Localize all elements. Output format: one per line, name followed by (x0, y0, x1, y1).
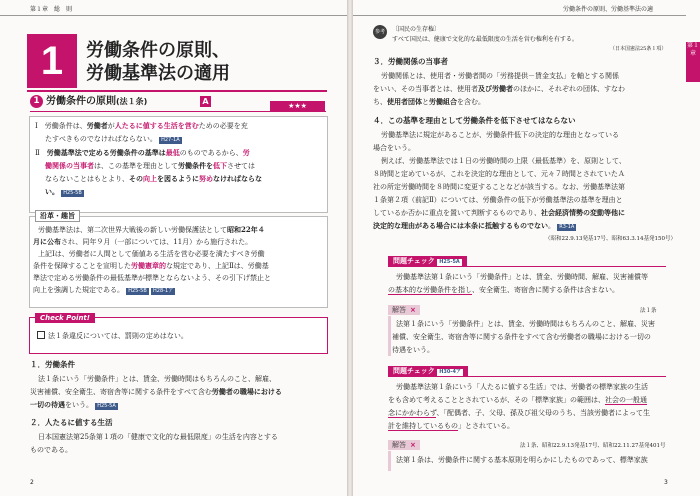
subsection-title: １．労働条件 (30, 360, 75, 369)
history-line: 条件を保障することを宣明した労働憲章的な規定であり、上記Ⅱは、労働基 (33, 261, 269, 270)
provision-line: Ⅱ 労働基準法で定める労働条件の基準は最低のものであるから、労 (35, 148, 250, 157)
question-line: の基本的な労働条件を指し、安全衛生、寄宿舎に関する条件は含まない。 (388, 286, 619, 294)
answer-label: 解答 × (388, 305, 420, 315)
chapter-rule (27, 90, 327, 92)
history-label: 沿革・趣旨 (35, 210, 80, 222)
reference-heading: 〔国民の生存権〕 (392, 26, 441, 33)
subsection-title: ２．人たるに値する生活 (30, 418, 113, 427)
section-grade-badge: A (200, 96, 211, 107)
history-line: 向上を強調した規定である。 H25-5B H28-1ア (33, 286, 174, 294)
question-rule (388, 376, 666, 377)
section-number: 1 (30, 95, 43, 108)
section-title: 労働条件の原則(法１条) (46, 96, 148, 107)
exam-tag: R3-1A (559, 224, 575, 230)
body-line: 災害補償、安全衛生、寄宿舎等に関する条件をすべて含む労働者の職場における (30, 387, 282, 396)
answer-line: 法第１条は、労働条件に関する基本原則を明らかにしたものであって、標準家族 (396, 456, 648, 464)
answer-mark: × (410, 441, 416, 449)
reference-source: （日本国憲法25条１項） (610, 46, 667, 52)
body-line: 法１条にいう「労働条件」とは、賃金、労働時間はもちろんのこと、解雇、 (38, 375, 276, 383)
subsection-title: ４．この基準を理由として労働条件を低下させてはならない (373, 116, 576, 125)
provision-line: ならないことはもとより、その向上を図るように努めなければならな (45, 174, 262, 183)
answer-source: 法１条 (640, 308, 657, 314)
body-line: 日本国憲法第25条第１項の「健康で文化的な最低限度」の生活を内容とする (38, 433, 278, 441)
answer-mark: × (410, 306, 416, 314)
body-line: １条第２項（前記Ⅱ）については、労働条件の低下が労働基準法の基準を理由と (373, 196, 623, 204)
body-line: ８時間と定めているが、これを決定的な理由として、元々７時間とされていたＡ (373, 170, 625, 178)
header-rule (353, 15, 686, 16)
checkbox-icon (37, 331, 45, 339)
history-line: 上記Ⅰは、労働者に人間として価値ある生活を営む必要を満たすべき労働 (38, 250, 265, 258)
page-number: 2 (30, 479, 34, 486)
body-line: 労働基準法に規定があることが、労働条件低下の決定的な理由となっている (381, 131, 619, 139)
body-line: 社の所定労働時間を８時間に変更することなどが該当する。なお、労働基準法第 (373, 183, 625, 191)
provision-line: たすべきものでなければならない。 H27-1A (45, 135, 180, 143)
question-line: をも含めて考えることとされているが、その「標準家族」の範囲は、社会の一般通 (388, 396, 647, 404)
exam-tag: H25-5B (128, 288, 147, 294)
question-line: 労働基準法第１条にいう「人たるに値する生活」では、労働者の標準家族の生活 (396, 383, 648, 391)
body-line: 場合をいう。 (373, 144, 415, 152)
provision-line: Ⅰ 労働条件は、労働者が人たるに値する生活を営むための必要を充 (35, 121, 248, 130)
body-line: ち、使用者団体と労働組合を含む。 (373, 97, 485, 106)
answer-source: 法１条、昭和22.9.13発基17号、昭和22.11.27基発401号 (520, 443, 666, 449)
exam-tag: H27-1A (161, 137, 180, 143)
question-rule (388, 266, 666, 267)
chapter-title-line2: 労働基準法の適用 (86, 63, 230, 84)
answer-line: 法第１条にいう「労働条件」とは、賃金、労働時間はもちろんのこと、解雇、災害 (396, 320, 655, 328)
history-line: 月に公布され、同年９月（一部については、11月）から施行された。 (33, 237, 253, 246)
body-line: ものである。 (30, 446, 72, 454)
left-page (0, 0, 347, 496)
chapter-number: 1 (27, 34, 77, 88)
chapter-title-line1: 労働条件の原則、 (86, 40, 230, 61)
checkpoint-item: 法１条違反については、罰則の定めはない。 (37, 331, 188, 341)
question-line: 労働基準法第１条にいう「労働条件」とは、賃金、労働時間、解雇、災害補償等 (396, 273, 648, 281)
answer-line: 補償、安全衛生、寄宿舎等に関する条件をすべて含む労働者の職場における一切の (392, 333, 651, 341)
header-rule (0, 15, 347, 16)
chapter-side-tab: 第１章 (686, 42, 700, 82)
checkpoint-label: Check Point! (35, 313, 95, 323)
exam-tag: H25-5A (97, 403, 116, 409)
exam-tag: H25-5A (439, 259, 460, 265)
question-line: 念にかかわらず、「配偶者、子、父母、孫及び祖父母のうち、当該労働者によって生 (388, 409, 650, 417)
body-line: 労働関係とは、使用者・労働者間の「労務提供－賃金支払」を軸とする関係 (381, 72, 619, 80)
body-line: 一切の待遇をいう。 H25-5A (30, 400, 116, 409)
answer-line: 待遇をいう。 (392, 346, 434, 354)
section-rule (30, 111, 326, 112)
body-line: しているか否かに重点を置いて判断するものであり、社会経済情勢の変動等他に (373, 208, 625, 217)
exam-tag: H25-5B (63, 190, 82, 196)
running-header: 第１章 総 則 (30, 6, 73, 13)
reference-badge: 参考 (373, 25, 387, 39)
question-check-label: 問題チェック H30-4ア (388, 366, 468, 377)
history-line: 労働基準法は、第二次世界大戦後の新しい労働保護法として昭和22年４ (38, 225, 265, 234)
exam-tag: H30-4ア (439, 369, 461, 375)
body-line: をいい、その当事者とは、使用者及び労働者のほかに、それぞれの団体、すなわ (373, 84, 625, 93)
body-line: 決定的な理由がある場合には本条に抵触するものでない。 R3-1A (373, 221, 575, 230)
exam-tag: H28-1ア (153, 288, 174, 294)
answer-label: 解答 × (388, 440, 420, 450)
provision-line: い。 H25-5B (45, 187, 82, 196)
provision-line: 働関係の当事者は、この基準を理由として労働条件を低下させては (45, 161, 255, 170)
running-header: 労働条件の原則、労働基準法の適 (563, 6, 654, 13)
body-line: 例えば、労働基準法では１日の労働時間の上限（最低基準）を、原則として、 (381, 157, 626, 165)
importance-stars: ★★★ (270, 101, 325, 111)
subsection-title: ３．労働関係の当事者 (373, 57, 448, 66)
history-line: 準法で定める労働条件の最低基準が標準とならないよう、その引下げ禁止と (33, 274, 271, 282)
question-check-label: 問題チェック H25-5A (388, 256, 467, 267)
page-number: 3 (664, 479, 668, 486)
reference-text: すべて国民は、健康で文化的な最低限度の生活を営む権利を有する。 (392, 36, 578, 43)
question-line: 計を維持しているもの」とされている。 (388, 422, 514, 430)
source-citation: （昭和22.9.13発基17号、昭和63.3.14基発150号） (545, 236, 676, 242)
